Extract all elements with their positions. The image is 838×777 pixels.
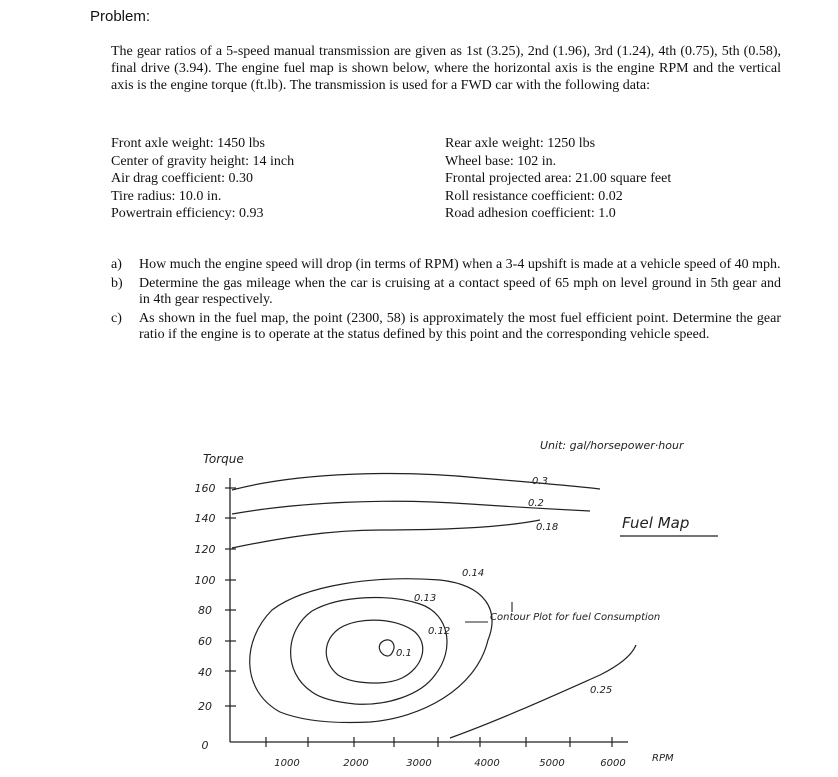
contour-label: 0.14 — [462, 568, 485, 579]
y-tick-label: 80 — [198, 604, 212, 617]
contour-label: 0.2 — [528, 498, 544, 509]
contour-label: 0.18 — [536, 522, 559, 533]
data-item: Roll resistance coefficient: 0.02 — [445, 188, 623, 204]
contour-0-14 — [250, 579, 492, 723]
x-tick-label: 5000 — [539, 758, 565, 769]
data-item: Wheel base: 102 in. — [445, 153, 557, 169]
y-tick-label: 120 — [194, 543, 216, 556]
y-tick-label: 140 — [194, 512, 216, 525]
x-tick-label: 2000 — [343, 758, 369, 769]
contour-label: 0.3 — [532, 476, 548, 487]
x-tick-label: 1000 — [274, 758, 300, 769]
data-item: Tire radius: 10.0 in. — [111, 188, 222, 204]
problem-heading: Problem: — [90, 8, 151, 25]
data-item: Rear axle weight: 1250 lbs — [445, 136, 596, 151]
question-text: As shown in the fuel map, the point (2300, 58) is approximately the most fuel efficient point. Determine the gear ratio if the engine is to operate at the status defined by this point and the corresponding vehicle speed. — [139, 310, 781, 342]
contour-label: 0.1 — [396, 648, 412, 659]
contour-label: 0.25 — [590, 685, 613, 696]
y-tick-label: 20 — [198, 700, 212, 713]
x-tick-label: 4000 — [474, 758, 500, 769]
contour-label: 0.12 — [428, 626, 451, 637]
question-text: Determine the gas mileage when the car is cruising at a contact speed of 65 mph on level ground in 5th gear and in 4th gear respectively. — [139, 275, 781, 307]
contour-0-18 — [232, 520, 540, 548]
question-label: a) — [111, 257, 122, 272]
contour-label: 0.13 — [414, 593, 437, 604]
question-label: c) — [111, 310, 122, 326]
data-item: Frontal projected area: 21.00 square feet — [445, 171, 672, 186]
x-tick-label: 6000 — [600, 758, 626, 769]
contour-0-1 — [379, 640, 394, 656]
contour-0-13 — [291, 598, 447, 705]
y-tick-label: 100 — [194, 574, 216, 587]
problem-intro: The gear ratios of a 5-speed manual transmission are given as 1st (3.25), 2nd (1.96), 3rd (1.24), 4th (0.75), 5th (0.58), final drive (3.94). The engine fuel map is shown below, where the horizontal axis is the engine RPM and the vertical axis is the engine torque (ft.lb). The transmission is used for a FWD car with the following data: — [111, 44, 781, 93]
y-tick-label: 0 — [201, 739, 209, 752]
data-item: Road adhesion coefficient: 1.0 — [445, 206, 616, 221]
x-axis-title: RPM — [652, 753, 674, 764]
contour-lines — [232, 474, 636, 738]
x-tick-label: 3000 — [406, 758, 432, 769]
question-label: b) — [111, 275, 123, 291]
y-axis-title: Torque — [203, 452, 244, 466]
data-item: Powertrain efficiency: 0.93 — [111, 206, 264, 221]
data-item: Air drag coefficient: 0.30 — [111, 171, 254, 186]
unit-label: Unit: gal/horsepower·hour — [540, 439, 684, 452]
y-tick-label: 60 — [198, 635, 212, 648]
question-text: How much the engine speed will drop (in terms of RPM) when a 3-4 upshift is made at a vehicle speed of 40 mph. — [139, 257, 781, 272]
annotation-text: Contour Plot for fuel Consumption — [490, 612, 661, 623]
data-item: Front axle weight: 1450 lbs — [111, 136, 265, 151]
map-title: Fuel Map — [622, 514, 690, 532]
y-tick-label: 40 — [198, 666, 212, 679]
y-tick-label: 160 — [194, 482, 216, 495]
data-item: Center of gravity height: 14 inch — [111, 153, 295, 169]
